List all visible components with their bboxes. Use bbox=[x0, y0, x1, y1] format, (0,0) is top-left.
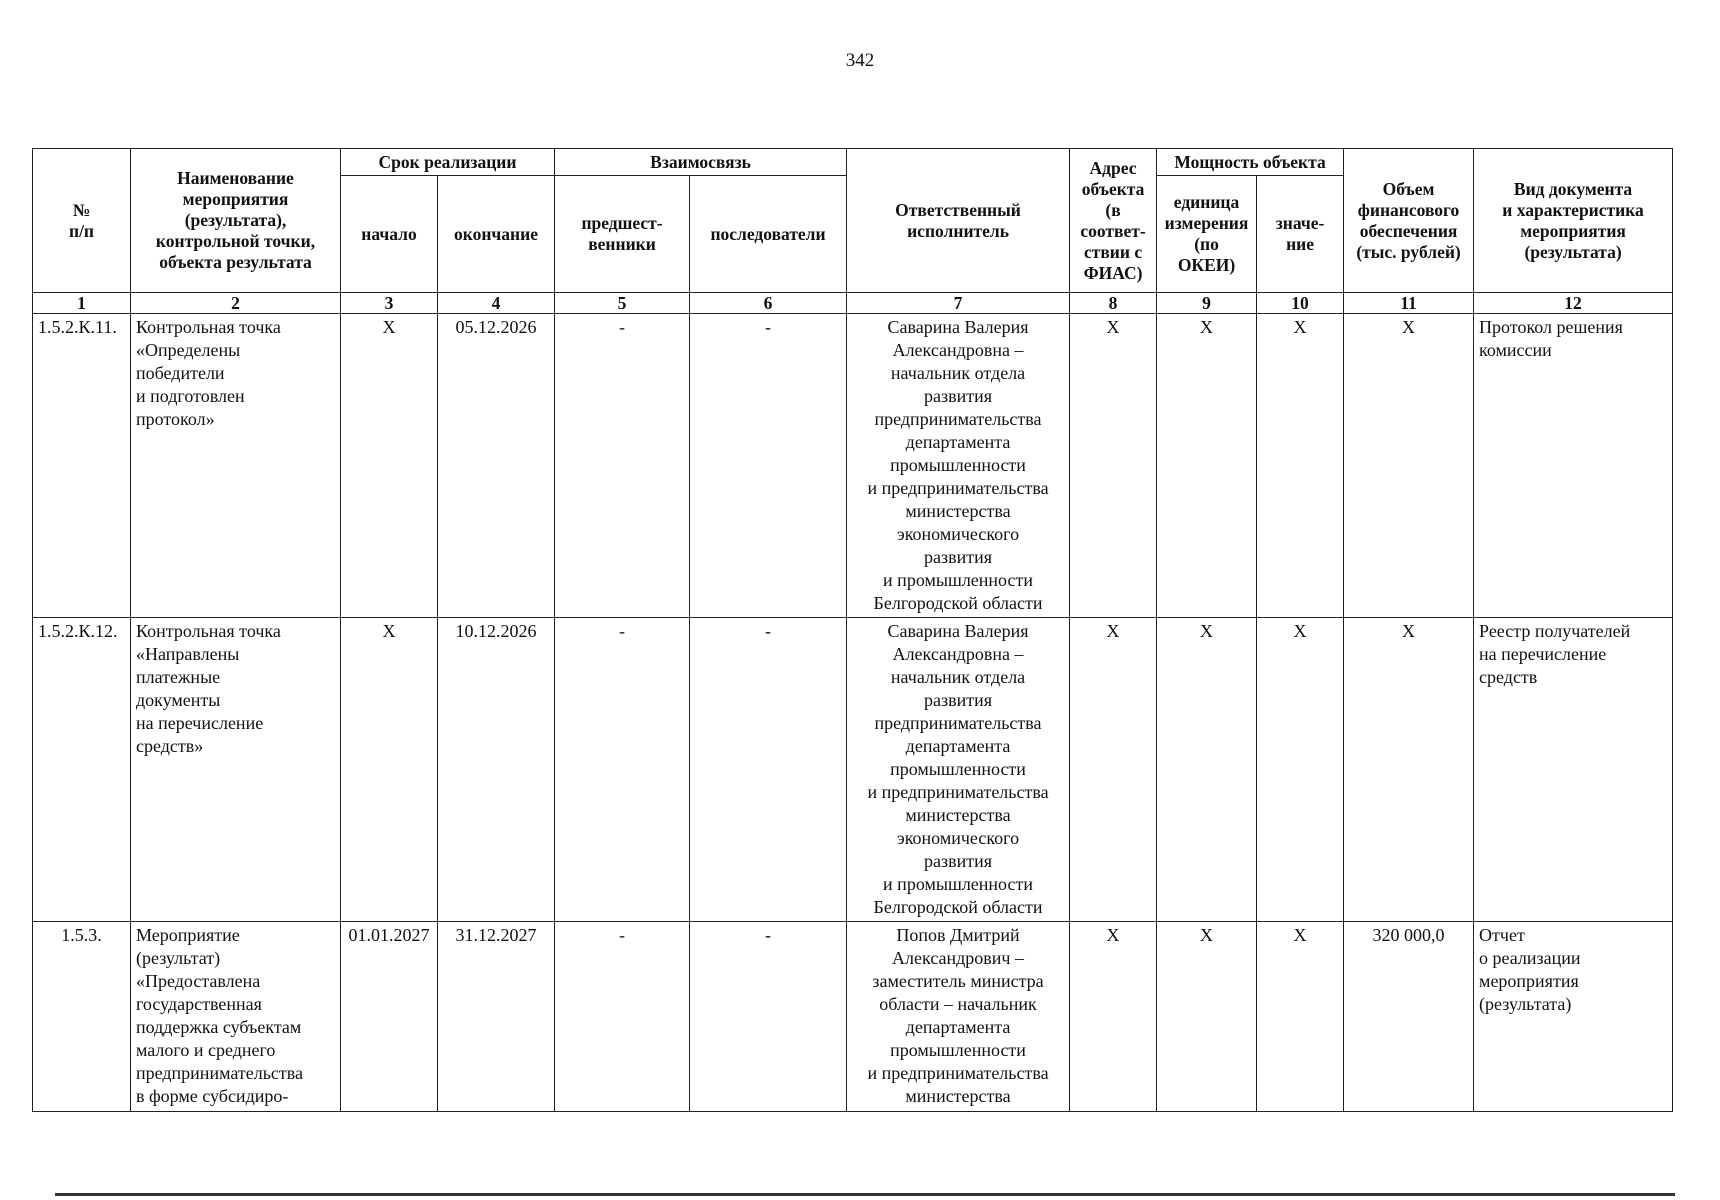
cell-end: 10.12.2026 bbox=[438, 618, 555, 922]
column-number: 11 bbox=[1344, 293, 1474, 314]
page-number: 342 bbox=[845, 50, 875, 71]
cell-address: Х bbox=[1070, 922, 1157, 1112]
cell-doc: Реестр получателей на перечисление средств bbox=[1474, 618, 1673, 922]
cell-num: 1.5.2.К.12. bbox=[33, 618, 131, 922]
cell-executor: Попов Дмитрий Александрович – заместитель министра области – начальник департамента промышленности и предпринимательства министерства bbox=[847, 922, 1070, 1112]
header-term-start: начало bbox=[341, 176, 438, 293]
cell-pred: - bbox=[555, 314, 690, 618]
cell-address: Х bbox=[1070, 314, 1157, 618]
header-term-end: окончание bbox=[438, 176, 555, 293]
cell-succ: - bbox=[690, 922, 847, 1112]
header-capacity-unit: единица измерения (по ОКЕИ) bbox=[1157, 176, 1257, 293]
header-link-succ: последователи bbox=[690, 176, 847, 293]
cell-value: Х bbox=[1257, 618, 1344, 922]
cell-pred: - bbox=[555, 618, 690, 922]
cell-doc: Отчет о реализации мероприятия (результата) bbox=[1474, 922, 1673, 1112]
cell-start: 01.01.2027 bbox=[341, 922, 438, 1112]
column-number: 9 bbox=[1157, 293, 1257, 314]
cell-start: Х bbox=[341, 314, 438, 618]
table-row bbox=[33, 922, 1673, 1112]
column-number: 7 bbox=[847, 293, 1070, 314]
cell-value: Х bbox=[1257, 922, 1344, 1112]
cell-start: Х bbox=[341, 618, 438, 922]
column-number: 8 bbox=[1070, 293, 1157, 314]
cell-unit: Х bbox=[1157, 314, 1257, 618]
cell-finance: Х bbox=[1344, 618, 1474, 922]
cell-num: 1.5.3. bbox=[33, 922, 131, 1112]
cell-executor: Саварина Валерия Александровна – начальник отдела развития предпринимательства департамента промышленности и предпринимательства министерства экономического развития и промышленности Белгородской области bbox=[847, 314, 1070, 618]
header-capacity-value: значе- ние bbox=[1257, 176, 1344, 293]
header-row-1 bbox=[33, 149, 1673, 176]
cell-finance: 320 000,0 bbox=[1344, 922, 1474, 1112]
cell-value: Х bbox=[1257, 314, 1344, 618]
cell-end: 05.12.2026 bbox=[438, 314, 555, 618]
cell-unit: Х bbox=[1157, 618, 1257, 922]
cell-doc: Протокол решения комиссии bbox=[1474, 314, 1673, 618]
column-number: 10 bbox=[1257, 293, 1344, 314]
cell-finance: Х bbox=[1344, 314, 1474, 618]
column-number-row bbox=[33, 293, 1673, 314]
column-number: 4 bbox=[438, 293, 555, 314]
cell-executor: Саварина Валерия Александровна – начальник отдела развития предпринимательства департамента промышленности и предпринимательства министерства экономического развития и промышленности Белгородской области bbox=[847, 618, 1070, 922]
header-link-group: Взаимосвязь bbox=[555, 149, 847, 176]
cell-name: Мероприятие (результат) «Предоставлена государственная поддержка субъектам малого и среднего предпринимательства в форме субсидиро- bbox=[131, 922, 341, 1112]
header-capacity-group: Мощность объекта bbox=[1157, 149, 1344, 176]
cell-name: Контрольная точка «Определены победители и подготовлен протокол» bbox=[131, 314, 341, 618]
cell-succ: - bbox=[690, 618, 847, 922]
header-finance: Объем финансового обеспечения (тыс. рублей) bbox=[1344, 149, 1474, 293]
cell-name: Контрольная точка «Направлены платежные документы на перечисление средств» bbox=[131, 618, 341, 922]
cell-succ: - bbox=[690, 314, 847, 618]
column-number: 3 bbox=[341, 293, 438, 314]
column-number: 12 bbox=[1474, 293, 1673, 314]
header-doc: Вид документа и характеристика мероприятия (результата) bbox=[1474, 149, 1673, 293]
header-executor: Ответственный исполнитель bbox=[847, 149, 1070, 293]
table-row bbox=[33, 314, 1673, 618]
footer-divider bbox=[55, 1193, 1675, 1196]
table-row bbox=[33, 618, 1673, 922]
cell-address: Х bbox=[1070, 618, 1157, 922]
cell-end: 31.12.2027 bbox=[438, 922, 555, 1112]
cell-unit: Х bbox=[1157, 922, 1257, 1112]
cell-num: 1.5.2.К.11. bbox=[33, 314, 131, 618]
header-link-pred: предшест- венники bbox=[555, 176, 690, 293]
implementation-plan-table bbox=[32, 148, 1673, 1112]
column-number: 2 bbox=[131, 293, 341, 314]
column-number: 6 bbox=[690, 293, 847, 314]
header-num: № п/п bbox=[33, 149, 131, 293]
column-number: 1 bbox=[33, 293, 131, 314]
header-term-group: Срок реализации bbox=[341, 149, 555, 176]
column-number: 5 bbox=[555, 293, 690, 314]
cell-pred: - bbox=[555, 922, 690, 1112]
header-address: Адрес объекта (в соответ- ствии с ФИАС) bbox=[1070, 149, 1157, 293]
header-name: Наименование мероприятия (результата), контрольной точки, объекта результата bbox=[131, 149, 341, 293]
